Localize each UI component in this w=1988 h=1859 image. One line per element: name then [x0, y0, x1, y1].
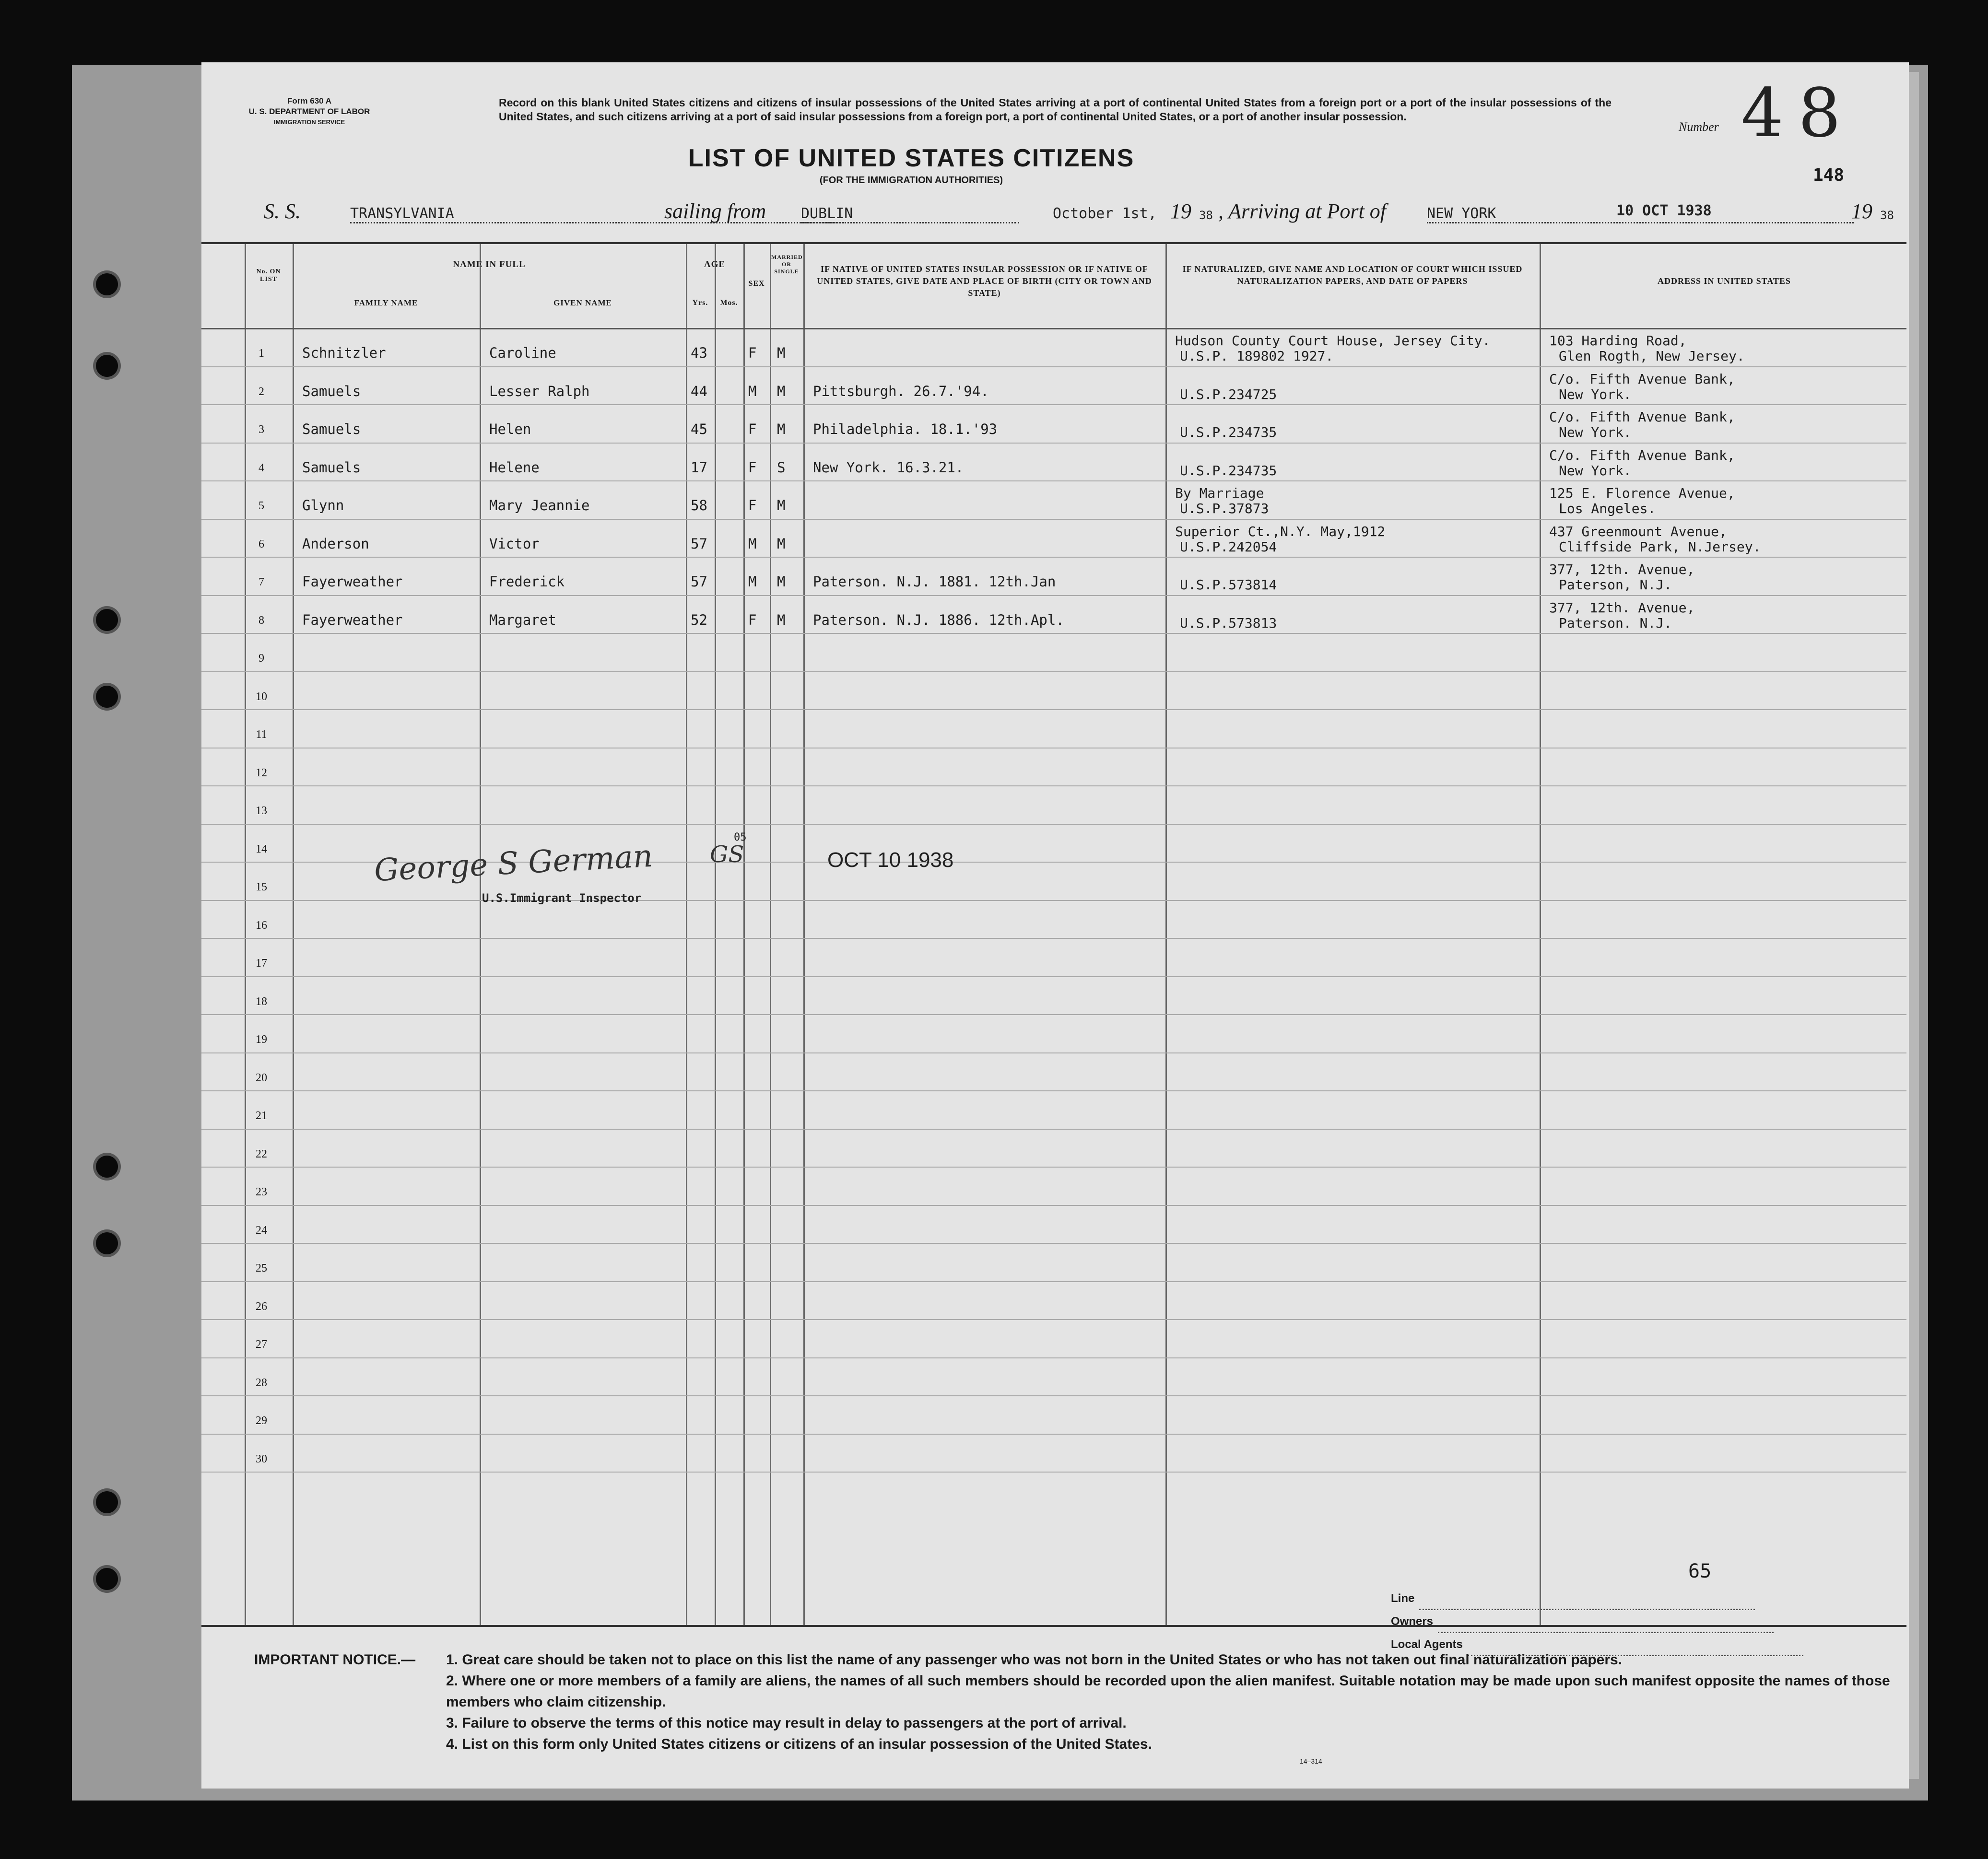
cell-yrs: 57 [691, 573, 707, 590]
column-rule [293, 244, 294, 1625]
cell-addr2: Los Angeles. [1559, 501, 1656, 516]
row-number: 4 [259, 461, 264, 474]
cell-yrs: 52 [691, 611, 707, 628]
row-rule [201, 1434, 1906, 1435]
cell-given: Helen [489, 421, 531, 437]
page-subtitle: (FOR THE IMMIGRATION AUTHORITIES) [819, 175, 1003, 186]
form-number: Form 630 A [287, 96, 331, 105]
cell-addr2: New York. [1559, 462, 1632, 479]
cell-addr2: New York. [1559, 424, 1632, 440]
cell-nat2: U.S.P.37873 [1180, 501, 1269, 516]
header-birth: IF NATIVE OF UNITED STATES INSULAR POSSESSION OR IF NATIVE OF UNITED STATES, GIVE DATE AND PLACE OF BIRTH (CITY OR TOWN AND STATE) [817, 264, 1152, 298]
row-number: 22 [256, 1147, 267, 1160]
row-rule [201, 1167, 1906, 1168]
header-address: ADDRESS IN UNITED STATES [1658, 276, 1791, 286]
inspector-title: U.S.Immigrant Inspector [482, 891, 642, 905]
row-rule [201, 1090, 1906, 1091]
row-number: 15 [256, 881, 267, 893]
row-rule [201, 404, 1906, 405]
cell-yrs: 44 [691, 383, 707, 399]
row-rule [201, 671, 1906, 672]
row-rule [201, 976, 1906, 977]
cell-nat2: U.S.P.234735 [1180, 462, 1277, 479]
punch-hole [96, 609, 118, 631]
agents-block [1391, 1587, 1803, 1656]
bottom-mark: 65 [1688, 1560, 1712, 1582]
cell-addr1: C/o. Fifth Avenue Bank, [1549, 371, 1735, 387]
local-agents-label: Local Agents [1391, 1638, 1463, 1651]
cell-ms: M [777, 345, 786, 361]
header-rule [201, 328, 1906, 329]
column-rule [480, 244, 481, 1625]
row-rule [201, 633, 1906, 634]
row-rule [201, 785, 1906, 786]
row-number: 8 [259, 614, 264, 627]
row-rule [201, 1052, 1906, 1053]
owners-label: Owners [1391, 1615, 1434, 1628]
number-value: 48 [1741, 74, 1856, 152]
punch-hole [96, 1568, 118, 1590]
row-number: 13 [256, 805, 267, 817]
header-married-single: MARRIED OR SINGLE [771, 254, 803, 275]
row-rule [201, 1319, 1906, 1320]
row-number: 2 [259, 385, 264, 398]
number-label: Number [1679, 120, 1719, 134]
sail-date: October 1st, [1053, 205, 1157, 222]
cell-addr1: 125 E. Florence Avenue, [1549, 485, 1735, 501]
cell-family: Fayerweather [302, 611, 403, 628]
column-rule [803, 244, 805, 1625]
cell-nat1: Hudson County Court House, Jersey City. [1175, 333, 1491, 349]
row-rule [201, 900, 1906, 901]
stamp-number: 148 [1813, 165, 1845, 185]
arrival-stamp: 10 OCT 1938 [1616, 202, 1712, 219]
row-rule [201, 709, 1906, 710]
row-rule [201, 1357, 1906, 1358]
row-number: 24 [256, 1224, 267, 1237]
cell-given: Helene [489, 459, 540, 476]
row-rule [201, 480, 1906, 481]
row-number: 9 [259, 652, 264, 665]
manifest-page [201, 62, 1909, 1789]
row-rule [201, 1205, 1906, 1206]
sail-year: 38 [1199, 209, 1213, 222]
header-name-in-full: NAME IN FULL [453, 259, 526, 269]
cell-addr1: 437 Greenmount Avenue, [1549, 523, 1727, 539]
cell-birth: Philadelphia. 18.1.'93 [813, 421, 998, 437]
cell-sex: M [748, 535, 757, 552]
cell-addr1: 377, 12th. Avenue, [1549, 599, 1695, 616]
cell-nat1: By Marriage [1175, 485, 1264, 501]
line-label: Line [1391, 1592, 1415, 1605]
header-given-name: GIVEN NAME [553, 298, 612, 307]
header-age: AGE [704, 259, 726, 269]
cell-sex: F [748, 345, 757, 361]
cell-yrs: 58 [691, 497, 707, 514]
row-rule [201, 1243, 1906, 1244]
punch-hole [96, 1491, 118, 1513]
cell-birth: New York. 16.3.21. [813, 459, 964, 476]
line-field [1419, 1598, 1755, 1610]
arrival-year-prefix: 19 [1851, 199, 1872, 223]
row-rule [201, 443, 1906, 444]
owners-field [1438, 1621, 1774, 1633]
cell-yrs: 45 [691, 421, 707, 437]
from-port: DUBLIN [801, 205, 1019, 223]
cell-sex: F [748, 421, 757, 437]
inspector-signature: George S German [373, 838, 654, 889]
row-number: 18 [256, 995, 267, 1008]
row-rule [201, 519, 1906, 520]
row-number: 23 [256, 1186, 267, 1198]
arriving-label: , Arriving at Port of [1218, 199, 1386, 223]
row-number: 29 [256, 1415, 267, 1427]
ss-label: S. S. [264, 199, 301, 223]
column-rule [770, 244, 771, 1625]
row-number: 21 [256, 1110, 267, 1122]
column-rule [686, 244, 687, 1625]
row-number: 26 [256, 1300, 267, 1313]
form-code: 14–314 [1300, 1757, 1322, 1765]
row-rule [201, 557, 1906, 558]
cell-given: Frederick [489, 573, 565, 590]
cell-given: Mary Jeannie [489, 497, 590, 514]
header-no-on-list: No. ON LIST [256, 268, 281, 283]
cell-family: Schnitzler [302, 345, 386, 361]
cell-birth: Pittsburgh. 26.7.'94. [813, 383, 989, 399]
cell-addr1: C/o. Fifth Avenue Bank, [1549, 409, 1735, 425]
row-rule [201, 1014, 1906, 1015]
cell-addr2: Cliffside Park, N.Jersey. [1559, 538, 1761, 555]
row-number: 16 [256, 919, 267, 932]
cell-ms: M [777, 611, 786, 628]
cell-yrs: 57 [691, 535, 707, 552]
header-naturalized: IF NATURALIZED, GIVE NAME AND LOCATION OF COURT WHICH ISSUED NATURALIZATION PAPERS, AND DATE OF PAPERS [1182, 264, 1523, 286]
arrival-year: 38 [1880, 209, 1894, 222]
column-rule [245, 244, 246, 1625]
row-number: 20 [256, 1071, 267, 1084]
row-number: 7 [259, 576, 264, 588]
row-number: 6 [259, 538, 264, 550]
sail-year-prefix: 19 [1170, 199, 1191, 223]
inspector-initials: GS [710, 841, 744, 868]
cell-nat2: U.S.P.573813 [1180, 615, 1277, 631]
column-rule [715, 244, 716, 1625]
punch-hole [96, 355, 118, 377]
cell-sex: F [748, 611, 757, 628]
department: U. S. DEPARTMENT OF LABOR [248, 107, 370, 116]
cell-addr2: Paterson. N.J. [1559, 615, 1672, 631]
row-number: 10 [256, 690, 267, 703]
row-rule [201, 938, 1906, 939]
notice-item: 3. Failure to observe the terms of this notice may result in delay to passengers at the port of arrival. [446, 1715, 1127, 1731]
cell-sex: M [748, 573, 757, 590]
notice-item: 2. Where one or more members of a family are aliens, the names of all such members should be recorded upon the alien manifest. Suitable notation may be made upon such manifest opposite the names of those members who claim citizenship. [446, 1673, 1890, 1710]
row-number: 25 [256, 1262, 267, 1274]
row-rule [201, 366, 1906, 367]
notice-item: 1. Great care should be taken not to place on this list the name of any passenger who was not born in the United States or who has not taken out final naturalization papers. [446, 1652, 1623, 1668]
header-family-name: FAMILY NAME [354, 298, 418, 307]
form-id-block [230, 96, 388, 128]
row-number: 14 [256, 842, 267, 855]
cell-yrs: 17 [691, 459, 707, 476]
cell-nat2: U.S.P. 189802 1927. [1180, 348, 1334, 364]
cell-addr1: 377, 12th. Avenue, [1549, 561, 1695, 577]
cell-nat1: Superior Ct.,N.Y. May,1912 [1175, 523, 1386, 539]
column-rule [743, 244, 745, 1625]
cell-family: Fayerweather [302, 573, 403, 590]
punch-hole [96, 686, 118, 708]
cell-addr1: C/o. Fifth Avenue Bank, [1549, 447, 1735, 463]
cell-ms: M [777, 383, 786, 399]
punch-hole [96, 1156, 118, 1178]
cell-ms: M [777, 535, 786, 552]
header-yrs: Yrs. [692, 299, 708, 307]
service: IMMIGRATION SERVICE [273, 118, 345, 126]
cell-nat2: U.S.P.573814 [1180, 577, 1277, 593]
row-rule [201, 824, 1906, 825]
notice-item: 4. List on this form only United States citizens or citizens of an insular possession of the United States. [446, 1736, 1152, 1752]
row-rule [201, 1129, 1906, 1130]
cell-ms: S [777, 459, 786, 476]
inspector-date-stamp: OCT 10 1938 [827, 848, 954, 872]
cell-yrs: 43 [691, 345, 707, 361]
row-number: 28 [256, 1376, 267, 1389]
row-number: 17 [256, 957, 267, 970]
row-rule [201, 595, 1906, 596]
row-number: 3 [259, 423, 264, 436]
row-number: 11 [256, 728, 267, 741]
notice-heading: IMPORTANT NOTICE.— [254, 1652, 416, 1668]
cell-birth: Paterson. N.J. 1881. 12th.Jan [813, 573, 1056, 590]
cell-given: Lesser Ralph [489, 383, 590, 399]
row-number: 19 [256, 1033, 267, 1046]
row-rule [201, 1395, 1906, 1396]
row-rule [201, 1472, 1906, 1473]
cell-family: Samuels [302, 421, 361, 437]
cell-nat2: U.S.P.242054 [1180, 538, 1277, 555]
row-rule [201, 1281, 1906, 1282]
cell-addr2: New York. [1559, 386, 1632, 402]
cell-addr2: Glen Rogth, New Jersey. [1559, 348, 1745, 364]
cell-ms: M [777, 573, 786, 590]
inspector-mark: 05 [734, 831, 747, 843]
cell-family: Samuels [302, 459, 361, 476]
row-number: 1 [259, 347, 264, 360]
cell-family: Glynn [302, 497, 344, 514]
cell-nat2: U.S.P.234735 [1180, 424, 1277, 440]
cell-family: Anderson [302, 535, 369, 552]
page-title: LIST OF UNITED STATES CITIZENS [688, 144, 1135, 172]
cell-given: Caroline [489, 345, 556, 361]
cell-given: Victor [489, 535, 540, 552]
cell-sex: F [748, 459, 757, 476]
column-rule [1165, 244, 1167, 1625]
cell-ms: M [777, 497, 786, 514]
cell-given: Margaret [489, 611, 556, 628]
record-instructions: Record on this blank United States citizens and citizens of insular possessions of the United States arriving at a port of continental United States from a foreign port or a port of the insular possessions of the United States, and such citizens arriving at a port of said insular possessions from a foreign port, a port of continental United States, or a port of another insular possession. [499, 96, 1612, 123]
ship-name: TRANSYLVANIA [350, 205, 844, 223]
row-number: 30 [256, 1452, 267, 1465]
row-number: 12 [256, 766, 267, 779]
cell-nat2: U.S.P.234725 [1180, 386, 1277, 402]
passenger-table [201, 242, 1906, 1627]
cell-addr2: Paterson, N.J. [1559, 577, 1672, 593]
cell-sex: F [748, 497, 757, 514]
arrival-port: NEW YORK [1427, 205, 1854, 223]
cell-sex: M [748, 383, 757, 399]
row-number: 5 [259, 500, 264, 512]
important-notice [254, 1649, 1909, 1755]
header-sex: SEX [748, 280, 765, 288]
punch-hole [96, 1232, 118, 1254]
cell-family: Samuels [302, 383, 361, 399]
row-number: 27 [256, 1338, 267, 1351]
cell-addr1: 103 Harding Road, [1549, 333, 1687, 349]
punch-hole [96, 273, 118, 295]
cell-birth: Paterson. N.J. 1886. 12th.Apl. [813, 611, 1064, 628]
header-mos: Mos. [720, 299, 738, 307]
cell-ms: M [777, 421, 786, 437]
column-rule [1540, 244, 1541, 1625]
sailing-label: sailing from [664, 199, 766, 223]
